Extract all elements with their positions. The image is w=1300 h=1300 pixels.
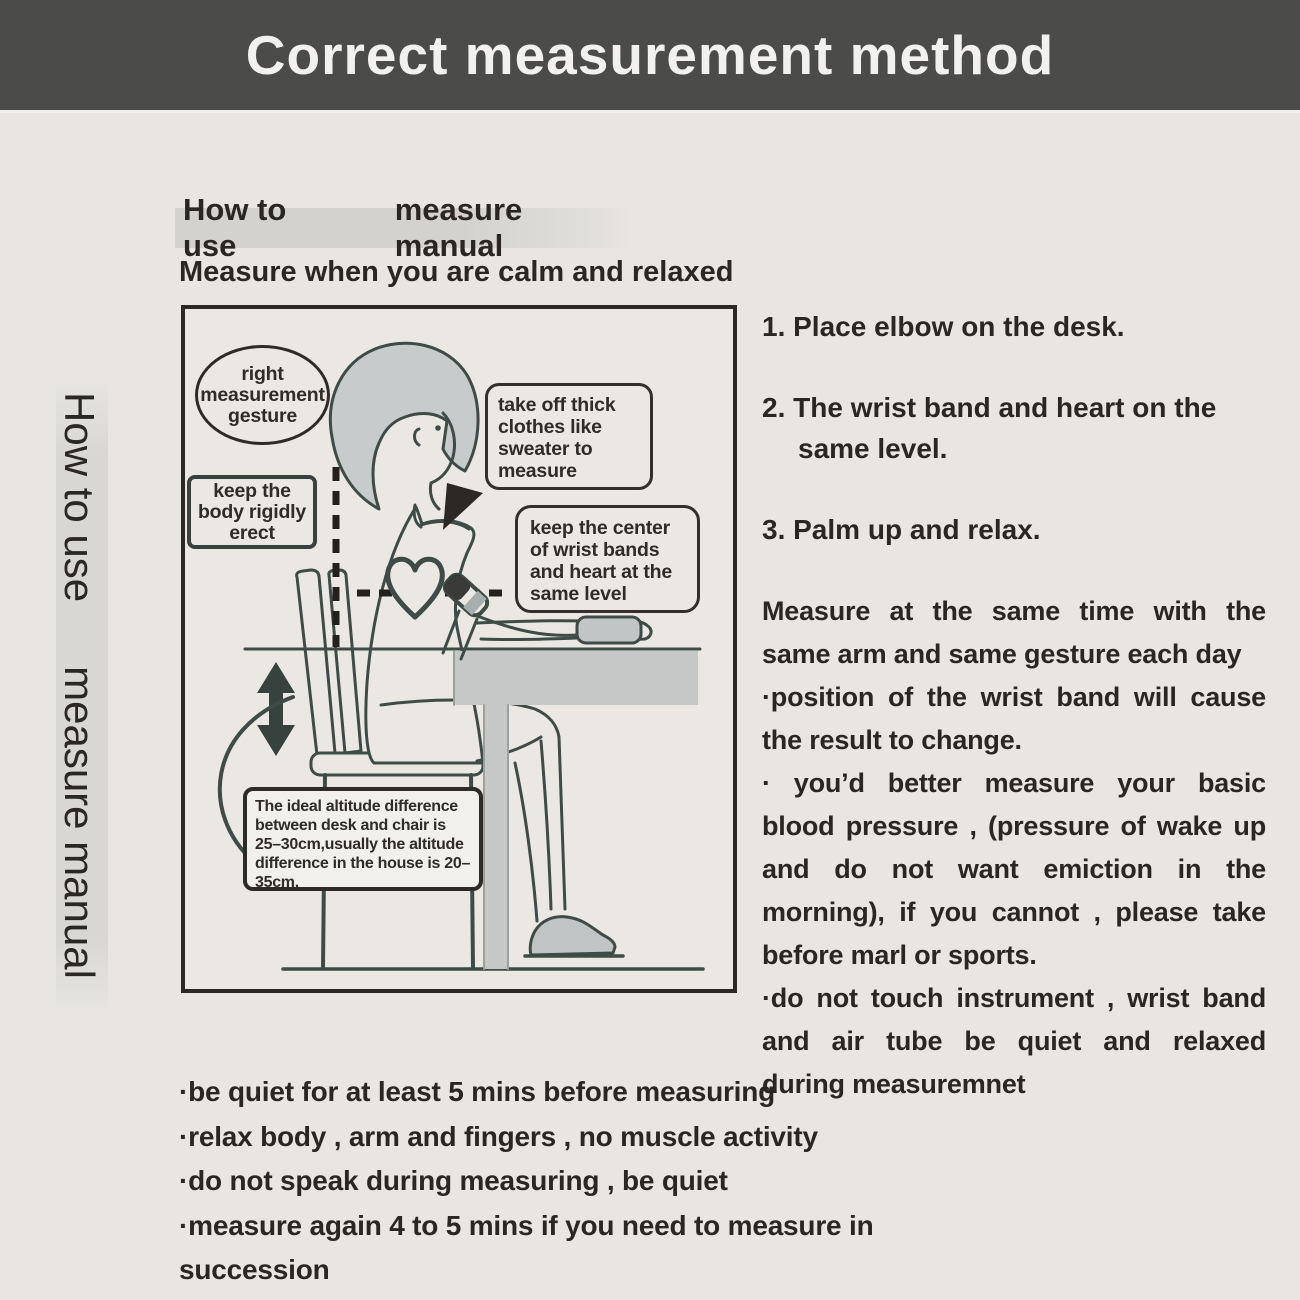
callout-take-off-clothes: take off thick clothes like sweater to measure xyxy=(485,383,653,490)
note-do-not-touch: ·do not touch instrument , wrist band and air tube be quiet and relaxed during measuremnet xyxy=(762,983,1266,1099)
note-basic-pressure: · you’d better measure your basic blood pressure , (pressure of wake up and do not want emiction in the morning), if you cannot , please take before marl or sports. xyxy=(762,768,1266,970)
person-torso xyxy=(366,507,483,763)
monitor-device xyxy=(577,617,641,643)
tip-measure-again: ·measure again 4 to 5 mins if you need to measure in succession xyxy=(179,1209,874,1285)
section-subtitle: Measure when you are calm and relaxed xyxy=(179,256,734,288)
callout-altitude-difference: The ideal altitude difference between desk and chair is 25–30cm,usually the altitude difference in the house is 20–35cm. xyxy=(243,787,483,891)
illustration-frame xyxy=(181,305,737,993)
section-heading-right: measure manual xyxy=(394,192,523,263)
footer-tips xyxy=(179,1070,1029,1293)
callout-body-erect: keep the body rigidly erect xyxy=(187,475,317,549)
height-arrow xyxy=(257,662,295,756)
instructions-column xyxy=(762,306,1266,1106)
tip-no-speaking: ·do not speak during measuring , be quiet xyxy=(179,1165,728,1196)
section-heading-bar xyxy=(175,192,637,263)
note-band-position: ·position of the wrist band will cause the result to change. xyxy=(762,682,1266,755)
step-3: 3. Palm up and relax. xyxy=(762,514,1041,545)
slipper xyxy=(530,917,615,955)
note-same-time: Measure at the same time with the same arm and same gesture each day xyxy=(762,596,1266,669)
step-1: 1. Place elbow on the desk. xyxy=(762,311,1125,342)
section-heading-left: How to use xyxy=(183,192,287,263)
person-hair xyxy=(330,343,478,509)
sidebar-label-part1: How to use xyxy=(56,392,103,603)
page-title: Correct measurement method xyxy=(245,24,1055,86)
callout-gesture: right measurement gesture xyxy=(195,345,330,445)
page-header xyxy=(0,0,1300,113)
callout-wrist-heart-level: keep the center of wrist bands and heart at the same level xyxy=(515,505,700,613)
step-2: 2. The wrist band and heart on the same level. xyxy=(762,392,1217,464)
sidebar-label-part2: measure manual xyxy=(56,666,103,979)
air-tube xyxy=(475,615,577,635)
tip-be-quiet: ·be quiet for at least 5 mins before measuring xyxy=(179,1076,776,1107)
tip-relax-body: ·relax body , arm and fingers , no muscle activity xyxy=(179,1120,818,1152)
sidebar-vertical-label xyxy=(55,392,103,979)
